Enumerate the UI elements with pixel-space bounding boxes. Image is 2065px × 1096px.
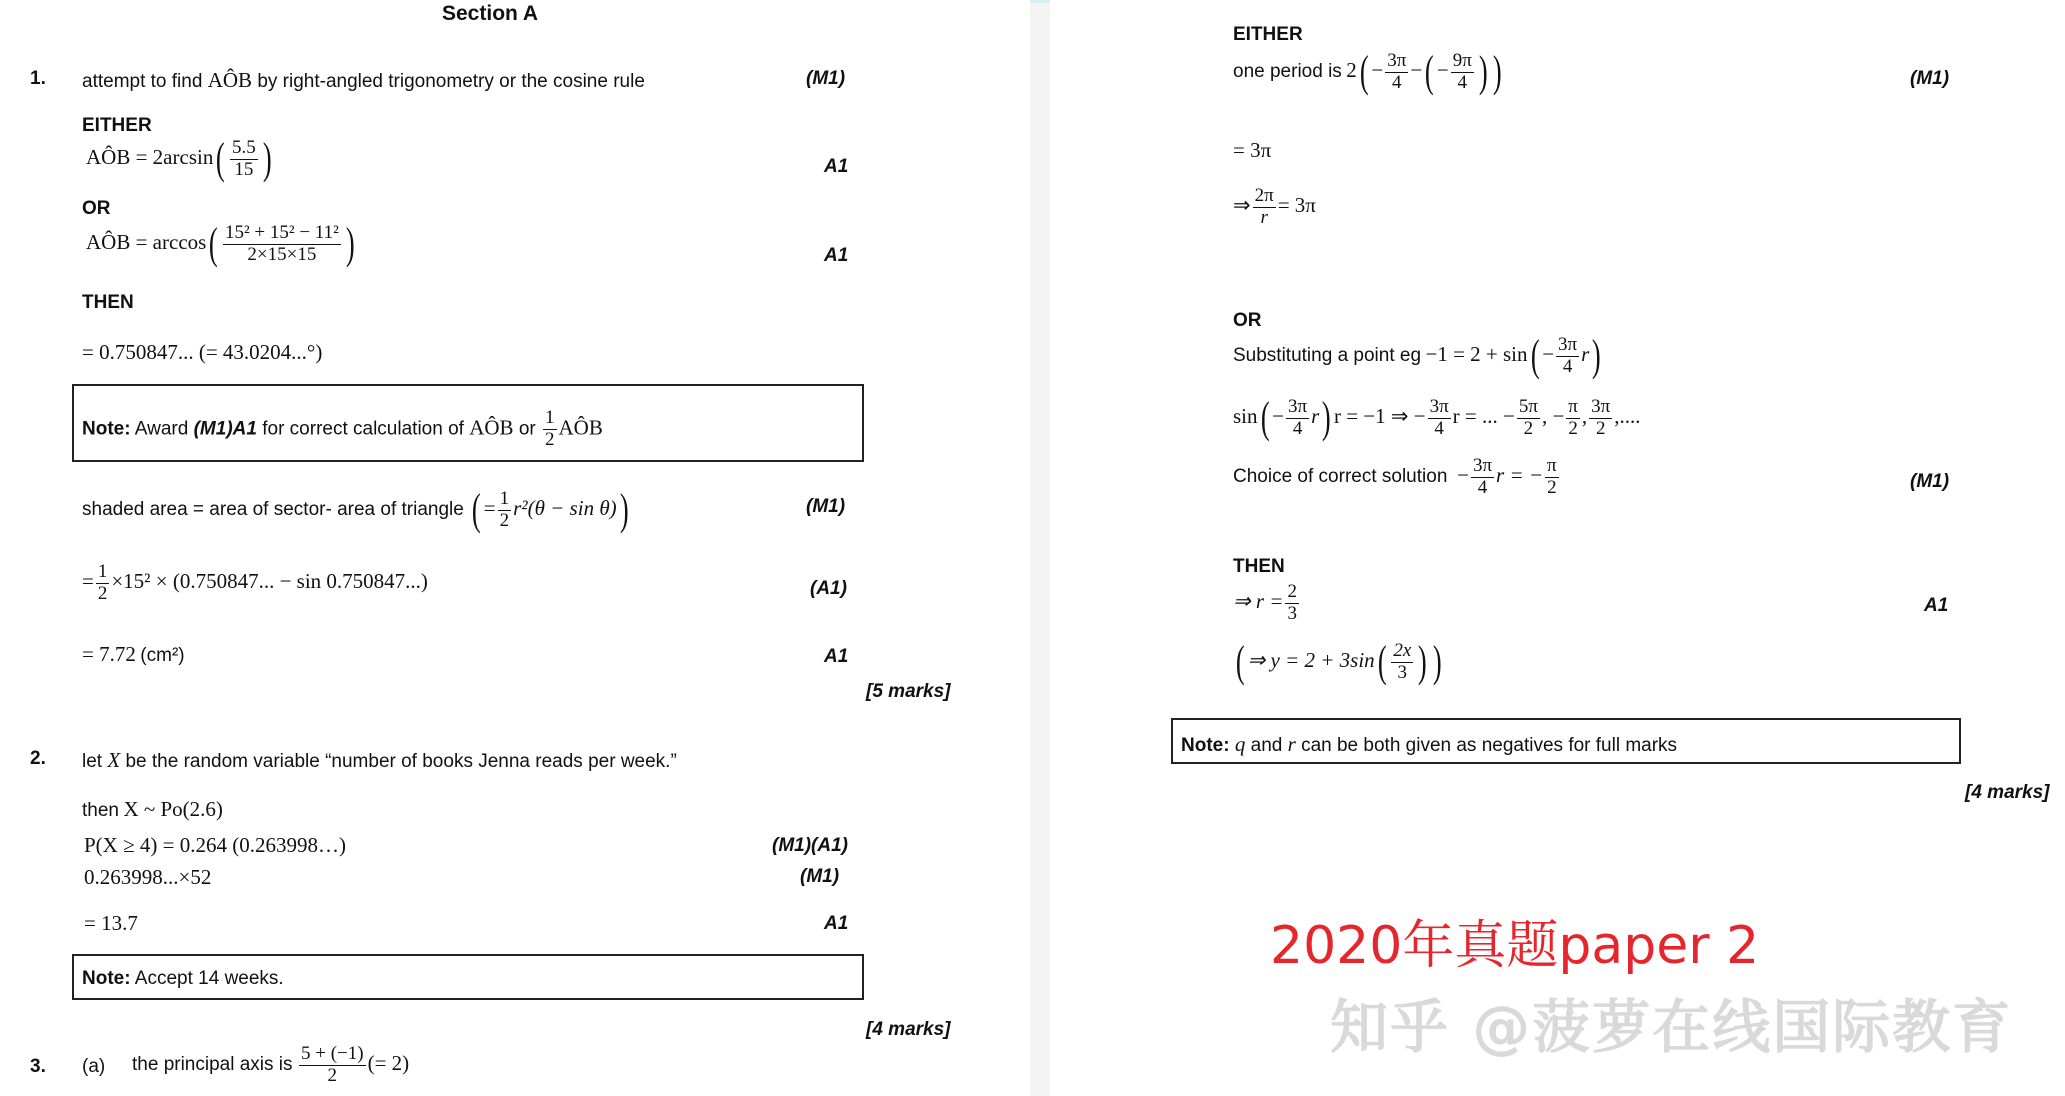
q2-intro-rest: be the random variable “number of books Jenna reads per week.” (125, 751, 677, 772)
q3-line (132, 1044, 409, 1087)
fraction-numerator: π (1547, 455, 1557, 476)
q1-total-marks: [5 marks] (866, 681, 951, 702)
right-y-eq: ⇒ y = 2 + 3sin (1247, 647, 1375, 672)
q1-final-unit: (cm²) (140, 645, 185, 666)
sin-tail: ,.... (1614, 403, 1641, 428)
grey-watermark: 知乎 @菠萝在线国际教育 (1330, 993, 2013, 1061)
right-implies-line: ⇒ $\frac{2\pi}{r}$ = 3π (1233, 185, 1316, 228)
q2-note-text: Accept 14 weeks. (134, 968, 284, 989)
fraction-denominator: r (1260, 206, 1268, 228)
fraction-denominator: 4 (1457, 71, 1467, 93)
q2-intro: let (82, 751, 103, 772)
fraction-numerator: 2 (1287, 581, 1297, 602)
q2-dist: X ~ Po(2.6) (123, 797, 223, 821)
right-note-label: Note: (1181, 735, 1230, 756)
q1-or-lhs: AÔB = arccos (86, 229, 207, 254)
fraction-numerator: 3π (1387, 49, 1407, 71)
q1-note-label: Note: (82, 418, 131, 440)
fraction-numerator: 3π (1472, 455, 1493, 476)
right-total-marks: [4 marks] (1965, 782, 2050, 803)
q1-or-formula: AÔB = arccos( $\frac{\text{15² + 15² − 11²}}{2\times 15\times 15}$ ) (86, 219, 355, 268)
q1-calc-rest: ×15² × (0.750847... − sin 0.750847...) (111, 569, 428, 594)
q1-note-or: or (518, 418, 536, 440)
sin-after: r = ... − (1452, 403, 1515, 428)
right-or-label: OR (1233, 310, 1262, 331)
right-mark-choice: (M1) (1910, 471, 1950, 492)
fraction-numerator: 5.5 (231, 136, 256, 158)
right-note-and: and (1250, 735, 1283, 756)
q1-angle: AÔB (207, 68, 253, 92)
q1-shaded-eq: = (483, 495, 496, 520)
fraction-numerator: π (1568, 395, 1578, 417)
q1-either-fraction (230, 138, 258, 181)
q1-note-half (543, 408, 557, 451)
q1-intro-line (82, 68, 645, 93)
fraction-denominator: 2 (1568, 417, 1578, 439)
q1-mark-either: A1 (824, 156, 849, 177)
q1-result: = 0.750847... (= 43.0204...°) (82, 340, 323, 364)
fraction-denominator: 2 (327, 1064, 338, 1086)
right-choice-text: Choice of correct solution (1233, 466, 1448, 488)
q2-mark-mult: (M1) (800, 866, 840, 887)
question-number-1: 1. (30, 68, 46, 89)
q1-mark-or: A1 (824, 245, 849, 266)
right-r-eq: ⇒ r = (1233, 589, 1284, 614)
fraction-numerator: 2π (1254, 185, 1274, 206)
sin-frac-d (1566, 397, 1580, 440)
right-y-frac (1391, 641, 1413, 684)
right-period-pre: 2 (1346, 57, 1357, 82)
right-implies-frac (1253, 186, 1276, 229)
q2-result: = 13.7 (84, 911, 138, 935)
q1-shaded-line (82, 485, 631, 534)
fraction-numerator: 3π (1288, 395, 1308, 417)
q2-then: then (82, 800, 119, 821)
fraction-numerator: 1 (97, 561, 108, 582)
right-note-text: can be both given as negatives for full marks (1301, 735, 1678, 756)
right-subs-frac (1556, 335, 1579, 378)
sin-frac-e (1589, 397, 1612, 440)
right-subs-line: Substituting a point eg −1 = 2 + sin( − $\frac{3\pi}{4}$ r) (1233, 331, 1602, 380)
sin-mid: r = −1 ⇒ − (1333, 403, 1426, 428)
q3-part: (a) (82, 1056, 106, 1077)
q1-calc-half (96, 562, 110, 605)
right-sin-line: sin( − $\frac{3\pi}{4}$ r) r = −1 ⇒ − $\frac{3\pi}{4}$ r = ... − $\frac{5\pi}{2}$ , − $\frac{\pi}{2}$ , $\frac{3\pi}{2}$ ,.... (1233, 393, 1641, 442)
q3-fraction (299, 1044, 366, 1087)
q1-either-lhs: AÔB = 2arcsin (86, 144, 214, 169)
fraction-denominator: 3 (1287, 602, 1297, 624)
q1-note-angle2: AÔB (558, 415, 603, 440)
right-mark-period: (M1) (1910, 68, 1950, 89)
sin-frac-b (1428, 397, 1451, 440)
fraction-denominator: 2 (499, 509, 510, 531)
fraction-denominator: 4 (1477, 476, 1488, 498)
fraction-numerator: 3π (1558, 333, 1578, 355)
q1-shaded-formula: ( = $\frac{1}{2}$ r²(θ − sin θ)) (472, 485, 629, 534)
page-gutter (1030, 0, 1050, 1096)
fraction-numerator: 3π (1429, 395, 1449, 417)
q2-mult: 0.263998...×52 (84, 865, 212, 889)
sin-frac-a (1286, 397, 1309, 440)
section-title: Section A (442, 2, 539, 25)
q1-mark-final: A1 (824, 646, 849, 667)
q1-mark-intro: (M1) (806, 68, 846, 89)
right-r-frac (1285, 582, 1299, 625)
fraction-numerator: 2x (1393, 639, 1412, 661)
q1-either-formula: AÔB = 2arcsin( $\frac{5.5}{15}$ ) (86, 134, 272, 183)
fraction-denominator: 4 (1562, 355, 1573, 377)
q1-calc-line (82, 562, 428, 605)
q1-note (82, 408, 603, 451)
right-then-label: THEN (1233, 556, 1285, 577)
q1-intro-rest: by right-angled trigonometry or the cosine rule (257, 71, 645, 92)
q1-either-label: EITHER (82, 115, 152, 136)
right-note-r: r (1287, 732, 1296, 756)
question-number-2: 2. (30, 748, 46, 769)
right-choice-mid: r = − (1496, 463, 1544, 488)
fraction-denominator: 2 (1595, 417, 1606, 439)
q1-note-award: Award (134, 418, 189, 440)
fraction-numerator: 3π (1591, 395, 1611, 417)
fraction-denominator: 2 (1523, 417, 1534, 439)
sin-frac-c (1517, 397, 1540, 440)
q1-or-label: OR (82, 198, 111, 219)
right-either-label: EITHER (1233, 24, 1303, 45)
q1-mark-shaded: (M1) (806, 496, 846, 517)
q2-note-label: Note: (82, 968, 131, 989)
fraction-denominator: 2 (97, 582, 108, 604)
q1-intro: attempt to find (82, 71, 203, 92)
fraction-numerator: 9π (1452, 49, 1472, 71)
right-choice-frac2 (1545, 456, 1559, 499)
q1-note-text: for correct calculation of (262, 418, 464, 440)
q1-final-line (82, 642, 185, 667)
q1-shaded-rest: r²(θ − sin θ) (513, 495, 617, 520)
q2-mark-prob: (M1)(A1) (772, 835, 848, 856)
right-period-frac1 (1385, 51, 1408, 94)
right-r-line (1233, 582, 1301, 625)
right-subs-text: Substituting a point eg (1233, 344, 1422, 366)
q2-note (82, 968, 284, 990)
red-overlay-label: 2020年真题paper 2 (1270, 916, 1760, 976)
right-implies-rest: = 3π (1277, 193, 1316, 218)
q2-intro-line (82, 748, 677, 773)
q2-total-marks: [4 marks] (866, 1019, 951, 1040)
fraction-numerator: 5 + (−1) (300, 1043, 364, 1064)
q1-mark-calc: (A1) (810, 578, 847, 599)
right-eq-3pi: = 3π (1233, 138, 1272, 162)
fraction-denominator: 2 (1547, 476, 1557, 498)
q1-or-fraction (223, 223, 341, 266)
q1-calc-eq: = (82, 569, 94, 594)
right-period-text: one period is (1233, 60, 1342, 82)
right-note (1181, 732, 1677, 757)
q1-then-label: THEN (82, 292, 134, 313)
fraction-denominator: 2×15×15 (247, 243, 317, 265)
fraction-denominator: 4 (1392, 71, 1402, 93)
q2-var: X (107, 748, 121, 772)
fraction-denominator: 4 (1434, 417, 1444, 439)
fraction-denominator: 4 (1292, 417, 1303, 439)
q1-note-angle: AÔB (469, 415, 514, 440)
fraction-numerator: 15² + 15² − 11² (224, 221, 339, 243)
right-mark-r: A1 (1924, 595, 1949, 616)
right-note-q: q (1234, 732, 1246, 756)
q2-dist-line (82, 797, 223, 822)
fraction-numerator: 1 (545, 407, 555, 428)
q3-rest: (= 2) (367, 1051, 410, 1076)
fraction-denominator: 3 (1397, 661, 1408, 683)
right-period-line: one period is 2( − $\frac{3\pi}{4}$ −( − $\frac{9\pi}{4}$ ) ) (1233, 47, 1503, 96)
right-choice-line: Choice of correct solution − $\frac{3\pi}{4}$ r = − $\frac{\pi}{2}$ (1233, 455, 1557, 498)
fraction-numerator: 5π (1518, 395, 1538, 417)
q3-text: the principal axis is (132, 1054, 293, 1076)
right-subs-math: −1 = 2 + sin (1425, 341, 1528, 366)
right-period-frac2 (1451, 51, 1474, 94)
fraction-denominator: 15 (234, 158, 254, 180)
q2-mark-result: A1 (824, 913, 849, 934)
right-y-line: ( ⇒ y = 2 + 3sin( $\frac{2x}{3}$ ) ) (1235, 637, 1442, 686)
q1-shaded-text: shaded area = area of sector- area of triangle (82, 498, 464, 520)
fraction-numerator: 1 (499, 487, 510, 509)
q1-shaded-half (498, 489, 512, 532)
q2-prob: P(X ≥ 4) = 0.264 (0.263998…) (84, 833, 346, 857)
right-choice-frac (1471, 456, 1494, 499)
q1-final-value: = 7.72 (82, 642, 136, 666)
q1-note-marks: (M1)A1 (193, 418, 257, 440)
question-number-3: 3. (30, 1056, 46, 1077)
fraction-denominator: 2 (545, 428, 555, 450)
